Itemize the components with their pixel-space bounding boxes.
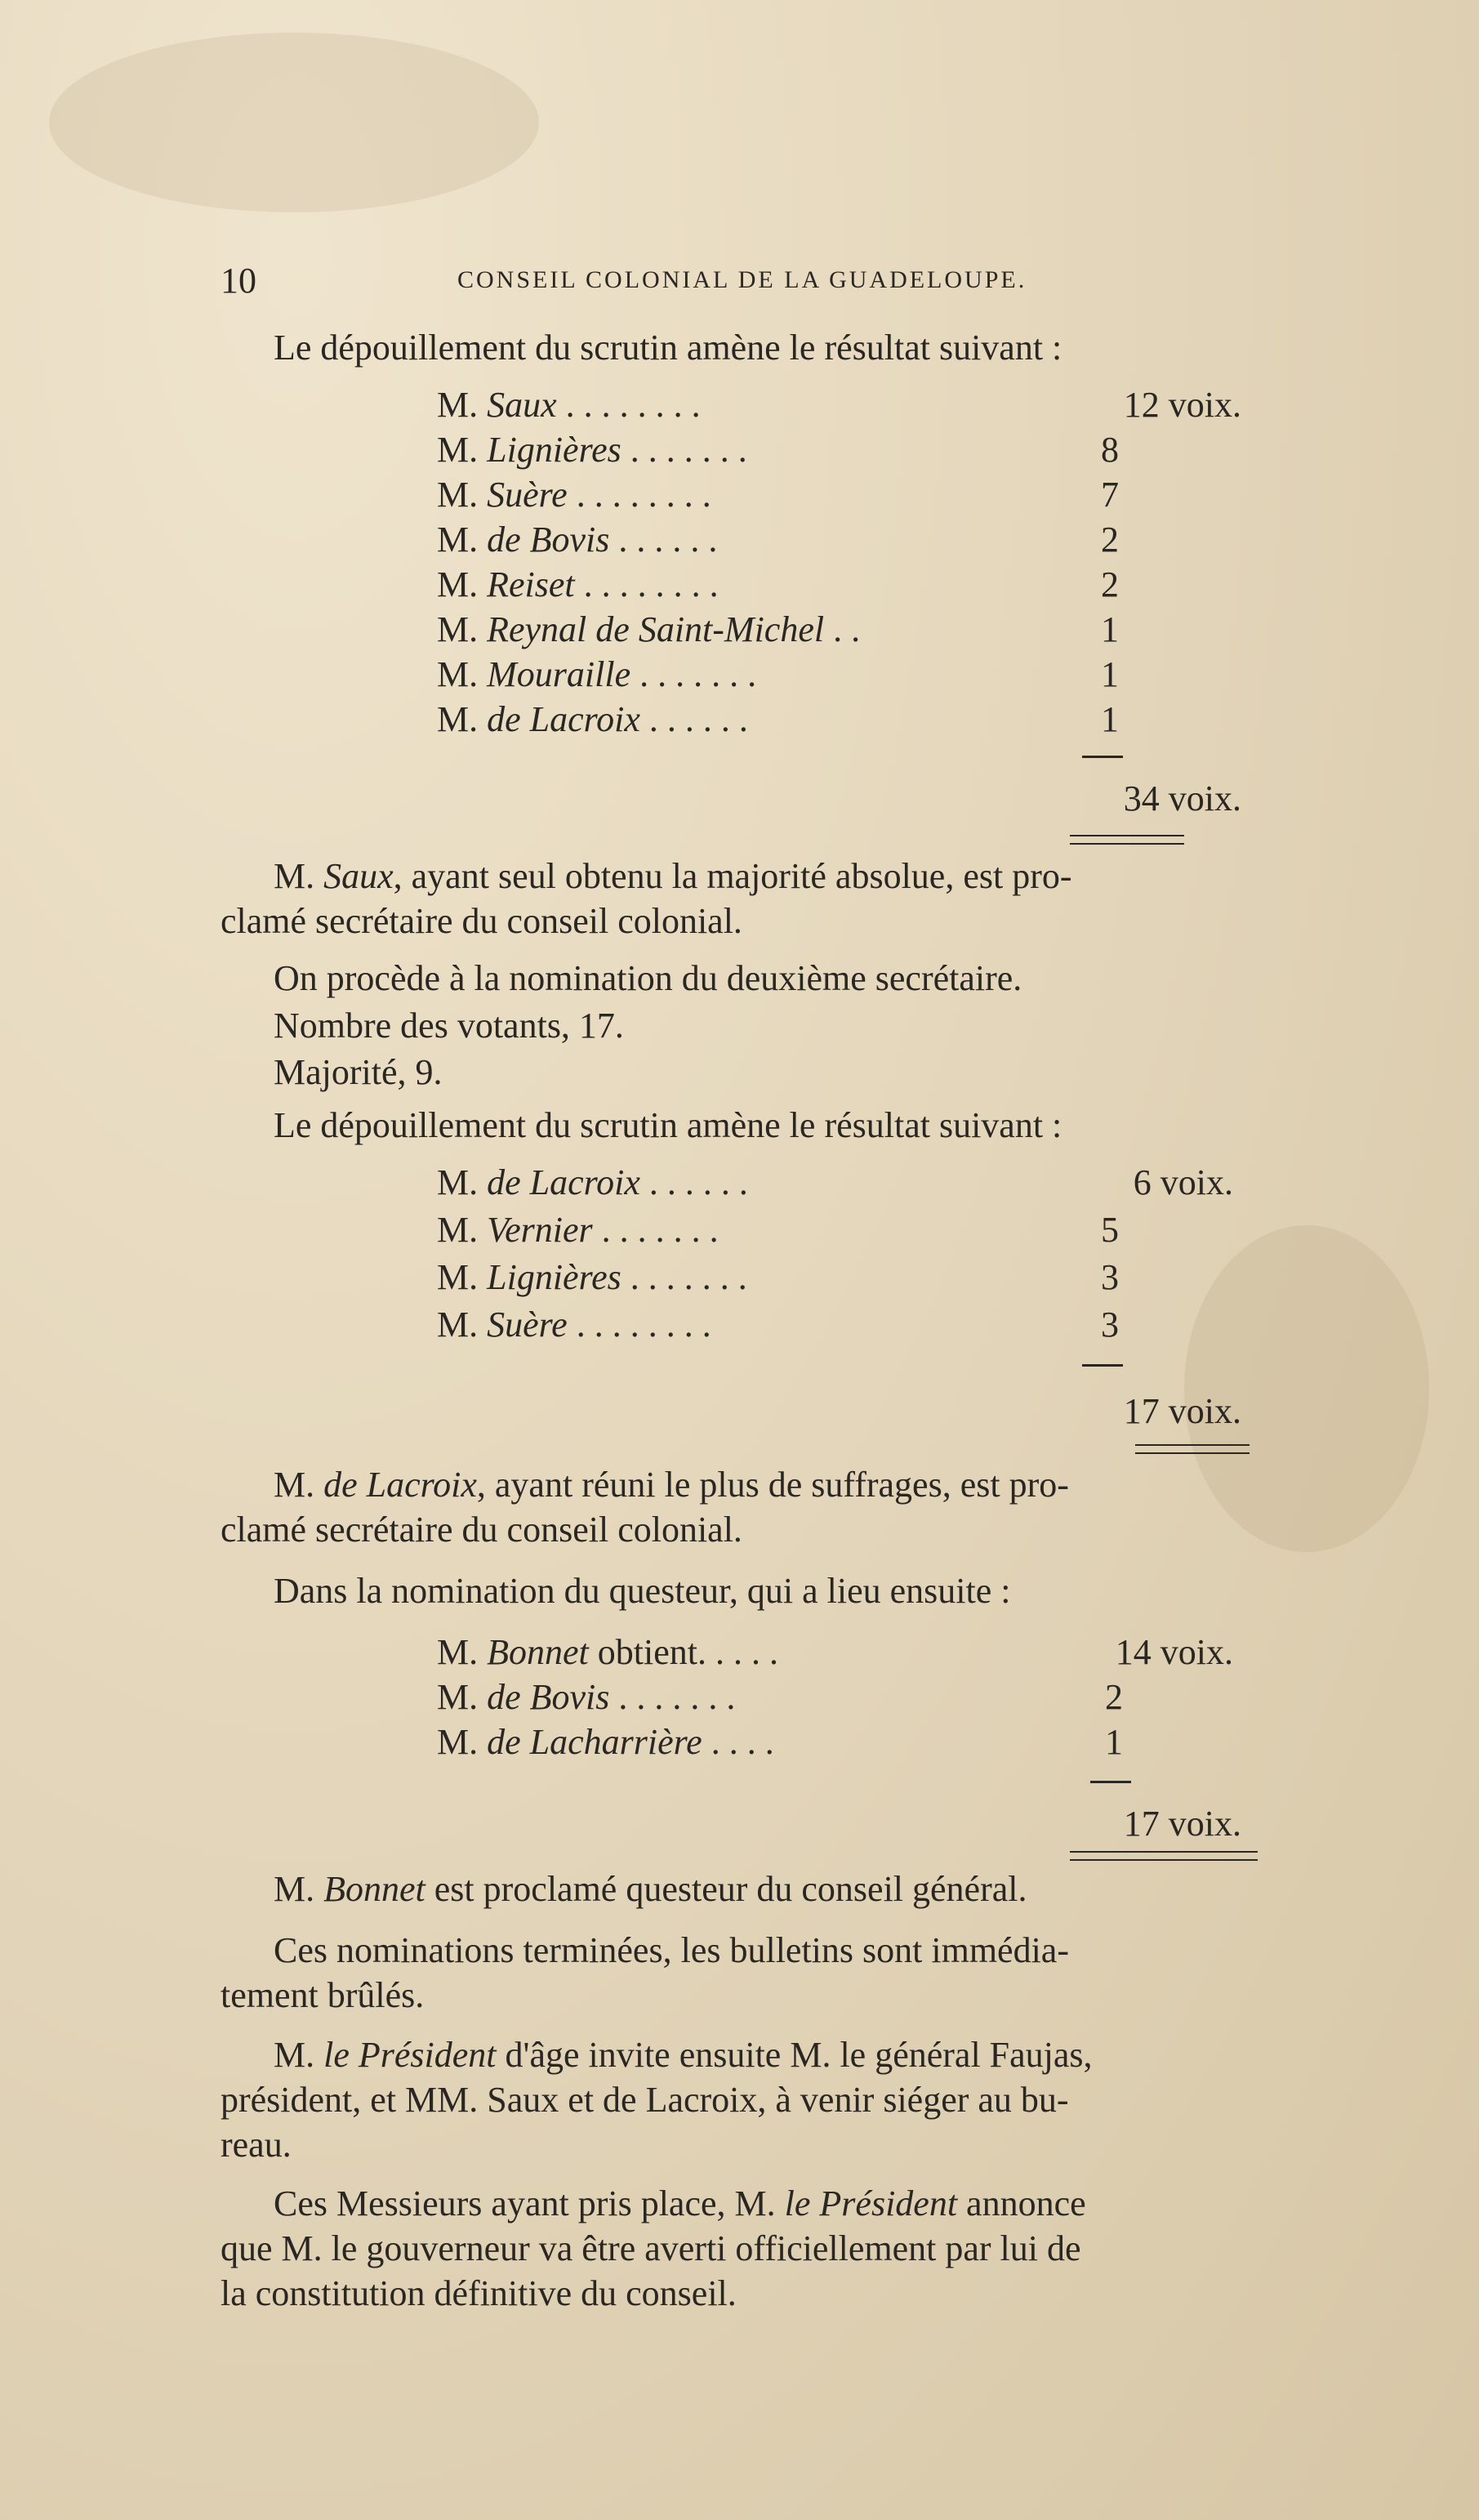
candidate-name: M. Mouraille . . . . . . . [437, 654, 757, 694]
paragraph-line: président, et MM. Saux et de Lacroix, à venir siéger au bu- [221, 2080, 1069, 2120]
candidate-name: M. Lignières . . . . . . . [437, 1257, 747, 1297]
vote-count: 1 [1101, 609, 1119, 649]
paragraph: M. Saux, ayant seul obtenu la majorité absolue, est pro- [274, 856, 1072, 896]
paragraph: Majorité, 9. [274, 1052, 443, 1092]
candidate-name: M. Vernier . . . . . . . [437, 1210, 719, 1250]
candidate-name: M. Reynal de Saint-Michel . . [437, 609, 861, 649]
candidate-name: M. Suère . . . . . . . . [437, 475, 711, 515]
sum-rule [1082, 1364, 1123, 1367]
paragraph: Ces nominations terminées, les bulletins sont immédia- [274, 1930, 1069, 1970]
paragraph: Nombre des votants, 17. [274, 1006, 624, 1046]
double-rule [1070, 1851, 1258, 1861]
vote-total: 17 voix. [1123, 1804, 1241, 1844]
double-rule [1135, 1444, 1250, 1454]
vote-count: 14 voix. [1115, 1632, 1233, 1672]
vote-count: 2 [1101, 520, 1119, 560]
paragraph: Ces Messieurs ayant pris place, M. le Président annonce [274, 2183, 1086, 2223]
sum-rule [1082, 756, 1123, 758]
vote-count: 8 [1101, 430, 1119, 470]
candidate-name: M. Reiset . . . . . . . . [437, 564, 719, 604]
candidate-name: M. Bonnet obtient. . . . . [437, 1632, 778, 1672]
paragraph: M. le Président d'âge invite ensuite M. le général Faujas, [274, 2035, 1093, 2075]
vote-count: 7 [1101, 475, 1119, 515]
sum-rule [1090, 1781, 1131, 1783]
vote-count: 3 [1101, 1305, 1119, 1345]
paragraph-line: clamé secrétaire du conseil colonial. [221, 1510, 742, 1550]
candidate-name: M. Suère . . . . . . . . [437, 1305, 711, 1345]
vote-count: 2 [1101, 564, 1119, 604]
page-header [221, 260, 1135, 306]
vote-total: 34 voix. [1123, 778, 1241, 818]
candidate-name: M. Lignières . . . . . . . [437, 430, 747, 470]
vote-count: 2 [1105, 1677, 1123, 1717]
paragraph-line: tement brûlés. [221, 1975, 425, 2015]
vote-count: 3 [1101, 1257, 1119, 1297]
running-title: CONSEIL COLONIAL DE LA GUADELOUPE. [457, 266, 1027, 293]
paper-stain [49, 33, 539, 212]
candidate-name: M. de Bovis . . . . . . . [437, 1677, 736, 1717]
paragraph-line: la constitution définitive du conseil. [221, 2273, 737, 2313]
paragraph-line: clamé secrétaire du conseil colonial. [221, 901, 742, 941]
candidate-name: M. de Lacroix . . . . . . [437, 1162, 748, 1202]
paragraph-line: reau. [221, 2125, 292, 2165]
candidate-name: M. de Bovis . . . . . . [437, 520, 718, 560]
candidate-name: M. de Lacharrière . . . . [437, 1722, 774, 1762]
double-rule [1070, 835, 1184, 845]
vote-count: 1 [1105, 1722, 1123, 1762]
vote-count: 1 [1101, 654, 1119, 694]
vote-count: 1 [1101, 699, 1119, 739]
vote-total: 17 voix. [1123, 1391, 1241, 1431]
paragraph: M. Bonnet est proclamé questeur du conseil général. [274, 1869, 1027, 1909]
vote-count: 12 voix. [1123, 385, 1241, 425]
paragraph: Dans la nomination du questeur, qui a lieu ensuite : [274, 1571, 1011, 1611]
paragraph: Le dépouillement du scrutin amène le résultat suivant : [274, 328, 1062, 368]
vote-count: 6 voix. [1133, 1162, 1233, 1202]
paragraph: M. de Lacroix, ayant réuni le plus de suffrages, est pro- [274, 1465, 1069, 1505]
paragraph: Le dépouillement du scrutin amène le résultat suivant : [274, 1105, 1062, 1145]
vote-count: 5 [1101, 1210, 1119, 1250]
paragraph-line: que M. le gouverneur va être averti officiellement par lui de [221, 2228, 1081, 2268]
paragraph: On procède à la nomination du deuxième secrétaire. [274, 958, 1022, 998]
page-number: 10 [221, 261, 256, 301]
candidate-name: M. de Lacroix . . . . . . [437, 699, 748, 739]
candidate-name: M. Saux . . . . . . . . [437, 385, 701, 425]
